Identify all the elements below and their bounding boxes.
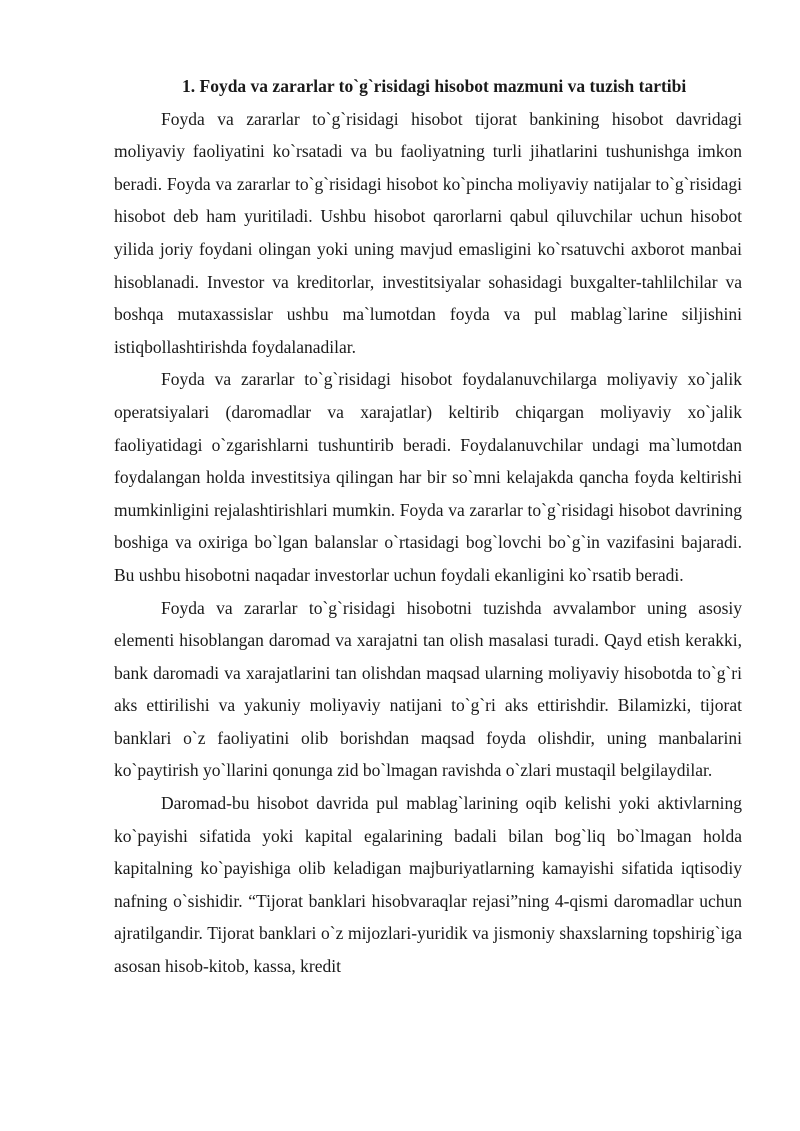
paragraph-3: Foyda va zararlar to`g`risidagi hisobotni tuzishda avvalambor uning asosiy elementi hisoblangan daromad va xarajatni tan olish masalasi turadi. Qayd etish kerakki, bank daromadi va xarajatlarini tan olishdan maqsad ularning moliyaviy hisobotda to`g`ri aks ettirilishi va yakuniy moliyaviy natijani to`g`ri aks ettirishdir. Bilamizki, tijorat banklari o`z faoliyatini olib borishdan maqsad foyda olishdir, uning manbalarini ko`paytirish yo`llarini qonunga zid bo`lmagan ravishda o`zlari mustaqil belgilaydilar. (114, 597, 742, 781)
paragraph-4: Daromad-bu hisobot davrida pul mablag`larining oqib kelishi yoki aktivlarning ko`payishi sifatida yoki kapital egalarining badali bilan bog`liq bo`lmagan holda kapitalning ko`payishiga olib keladigan majburiyatlarning kamayishi sifatida iqtisodiy nafning o`sishidir. “Tijorat banklari hisobvaraqlar rejasi”ning 4-qismi daromadlar uchun ajratilgandir. Tijorat banklari o`z mijozlari-yuridik va jismoniy shaxslarning topshirig`iga asosan hisob-kitob, kassa, kredit (114, 793, 742, 977)
paragraph-1: Foyda va zararlar to`g`risidagi hisobot tijorat bankining hisobot davridagi moliyaviy faoliyatini ko`rsatadi va bu faoliyatning turli jihatlarini tushunishga imkon beradi. Foyda va zararlar to`g`risidagi hisobot ko`pincha moliyaviy natijalar to`g`risidagi hisobot deb ham yuritiladi. Ushbu hisobot qarorlarni qabul qiluvchilar uchun hisobot yilida joriy foydani olingan yoki uning mavjud emasligini ko`rsatuvchi axborot manbai hisoblanadi. Investor va kreditorlar, investitsiyalar sohasidagi buxgalter-tahlilchilar va boshqa mutaxassislar ushbu ma`lumotdan foyda va pul mablag`larine siljishini istiqbollashtirishda foydalanadilar. (114, 108, 742, 357)
section-title: 1. Foyda va zararlar to`g`risidagi hisobot mazmuni va tuzish tartibi (182, 76, 687, 96)
paragraph-2: Foyda va zararlar to`g`risidagi hisobot foydalanuvchilarga moliyaviy xo`jalik operatsiyalari (daromadlar va xarajatlar) keltirib chiqargan moliyaviy xo`jalik faoliyatidagi o`zgarishlarni tushuntirib beradi. Foydalanuvchilar undagi ma`lumotdan foydalangan holda investitsiya qilingan har bir so`mni kelajakda qancha foyda keltirishi mumkinligini rejalashtirishlari mumkin. Foyda va zararlar to`g`risidagi hisobot davrining boshiga va oxiriga bo`lgan balanslar o`rtasidagi bog`lovchi bo`g`in vazifasini bajaradi. Bu ushbu hisobotni naqadar investorlar uchun foydali ekanligini ko`rsatib beradi. (114, 369, 742, 585)
document-page (114, 70, 742, 983)
